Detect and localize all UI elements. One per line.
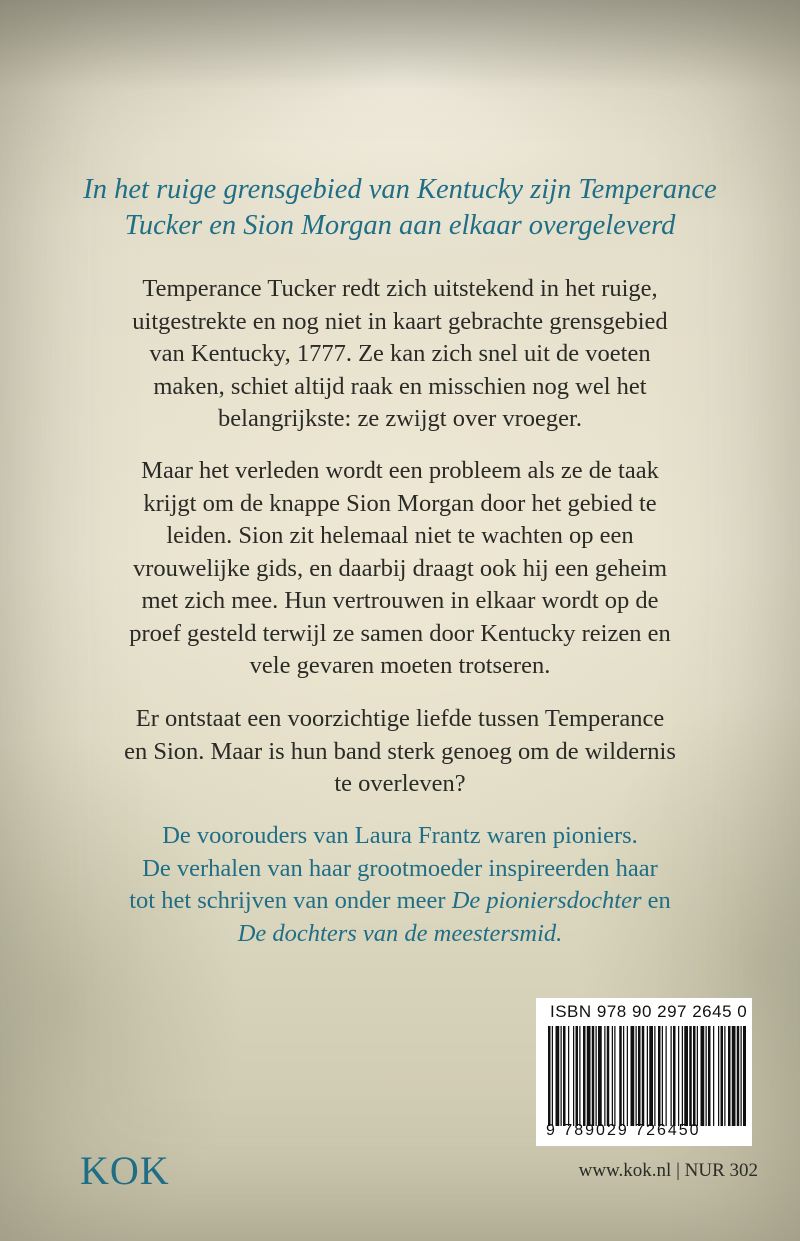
tagline-line: Tucker en Sion Morgan aan elkaar overgeleverd [124,210,676,241]
barcode-bar [548,1026,551,1126]
footer-separator: | [671,1160,685,1181]
barcode-bar [737,1026,740,1126]
blurb-line: belangrijkste: ze zwijgt over vroeger. [218,405,582,432]
barcode-bar [596,1026,597,1126]
barcode-bar [623,1026,624,1126]
barcode-bar [568,1026,569,1126]
cover-background-sky [0,0,800,150]
author-line: De voorouders van Laura Frantz waren pioniers. [162,822,638,849]
barcode-bar [649,1026,653,1126]
barcode-bar [627,1026,628,1126]
barcode-bar [552,1026,553,1126]
blurb-line: vrouwelijke gids, en daarbij draagt ook hij een geheim [132,554,668,582]
blurb-paragraph-1 [50,273,750,436]
barcode-bar [619,1026,622,1126]
author-line-text: en [641,887,671,914]
book-title: De dochters van de meestersmid. [237,919,563,947]
barcode-bar [614,1026,615,1126]
blurb-line: van Kentucky, 1777. Ze kan zich snel uit de voeten [149,340,651,367]
barcode-bar [682,1026,683,1126]
author-line-text: tot het schrijven van onder meer [129,887,452,914]
barcode-bar [592,1026,595,1126]
blurb-line: Maar het verleden wordt een probleem als ze de taak [141,457,659,484]
blurb-line: uitgestrekte en nog niet in kaart gebrachte grensgebied [132,307,668,335]
barcode-bar [612,1026,613,1126]
isbn-label: ISBN 978 90 297 2645 0 [550,1002,748,1021]
barcode-bar [673,1026,676,1126]
barcode-bar [724,1026,725,1126]
blurb-line: te overleven? [334,770,466,797]
barcode-bar [671,1026,672,1126]
barcode-bar [678,1026,679,1126]
barcode-bar [647,1026,648,1126]
barcode-bar [638,1026,641,1126]
barcode [536,998,752,1146]
blurb-line: vele gevaren moeten trotseren. [249,652,551,679]
barcode-bar [576,1026,579,1126]
author-line: De verhalen van haar grootmoeder inspireerden haar [142,854,658,882]
author-note [50,820,750,950]
barcode-bar [743,1026,746,1126]
barcode-bar [658,1026,661,1126]
blurb-line: Temperance Tucker redt zich uitstekend in het ruige, [142,275,658,302]
barcode-bar [718,1026,719,1126]
barcode-bar [701,1026,705,1126]
blurb-line: en Sion. Maar is hun band sterk genoeg om de wildernis [124,737,676,765]
barcode-bar [689,1026,692,1126]
barcode-bars [546,1026,746,1126]
barcode-bar [598,1026,602,1126]
nur-code: NUR 302 [684,1160,758,1181]
blurb-line: Er ontstaat een voorzichtige liefde tussen Temperance [135,705,665,732]
barcode-bar [666,1026,667,1126]
barcode-bar [587,1026,591,1126]
blurb-line: leiden. Sion zit helemaal niet te wachten op een [166,522,634,549]
ean-digits: 9 789029 726450 [546,1122,701,1139]
blurb-line: proef gesteld terwijl ze samen door Kentucky reizen en [129,619,671,647]
barcode-bar [706,1026,707,1126]
barcode-bar [713,1026,714,1126]
blurb-paragraph-3 [50,703,750,801]
blurb-line: maken, schiet altijd raak en misschien nog wel het [153,372,647,400]
barcode-bar [708,1026,711,1126]
author-line [50,918,750,951]
footer-info [579,1160,758,1182]
blurb-line: met zich mee. Hun vertrouwen in elkaar wordt op de [141,587,659,614]
barcode-bar [563,1026,566,1126]
publisher-logo: KOK [80,1148,170,1193]
barcode-bar [636,1026,637,1126]
barcode-bar [697,1026,698,1126]
book-title: De pioniersdochter [451,887,642,914]
tagline [40,172,760,244]
barcode-bar [728,1026,731,1126]
barcode-bar [604,1026,605,1126]
website-link[interactable]: www.kok.nl [578,1160,672,1181]
barcode-bar [573,1026,574,1126]
blurb-line: krijgt om de knappe Sion Morgan door het gebied te [143,489,657,517]
barcode-bar [654,1026,655,1126]
barcode-bar [732,1026,736,1126]
tagline-line: In het ruige grensgebied van Kentucky zijn Temperance [83,174,717,205]
barcode-bar [662,1026,663,1126]
barcode-bar [607,1026,610,1126]
barcode-bar [556,1026,560,1126]
barcode-bar [579,1026,580,1126]
barcode-bar [684,1026,688,1126]
blurb-paragraph-2 [50,455,750,683]
barcode-bar [631,1026,635,1126]
author-line [50,885,750,918]
barcode-bar [693,1026,696,1126]
barcode-bar [721,1026,724,1126]
barcode-bar [583,1026,586,1126]
barcode-bar [561,1026,562,1126]
barcode-bar [741,1026,742,1126]
barcode-bar [642,1026,645,1126]
